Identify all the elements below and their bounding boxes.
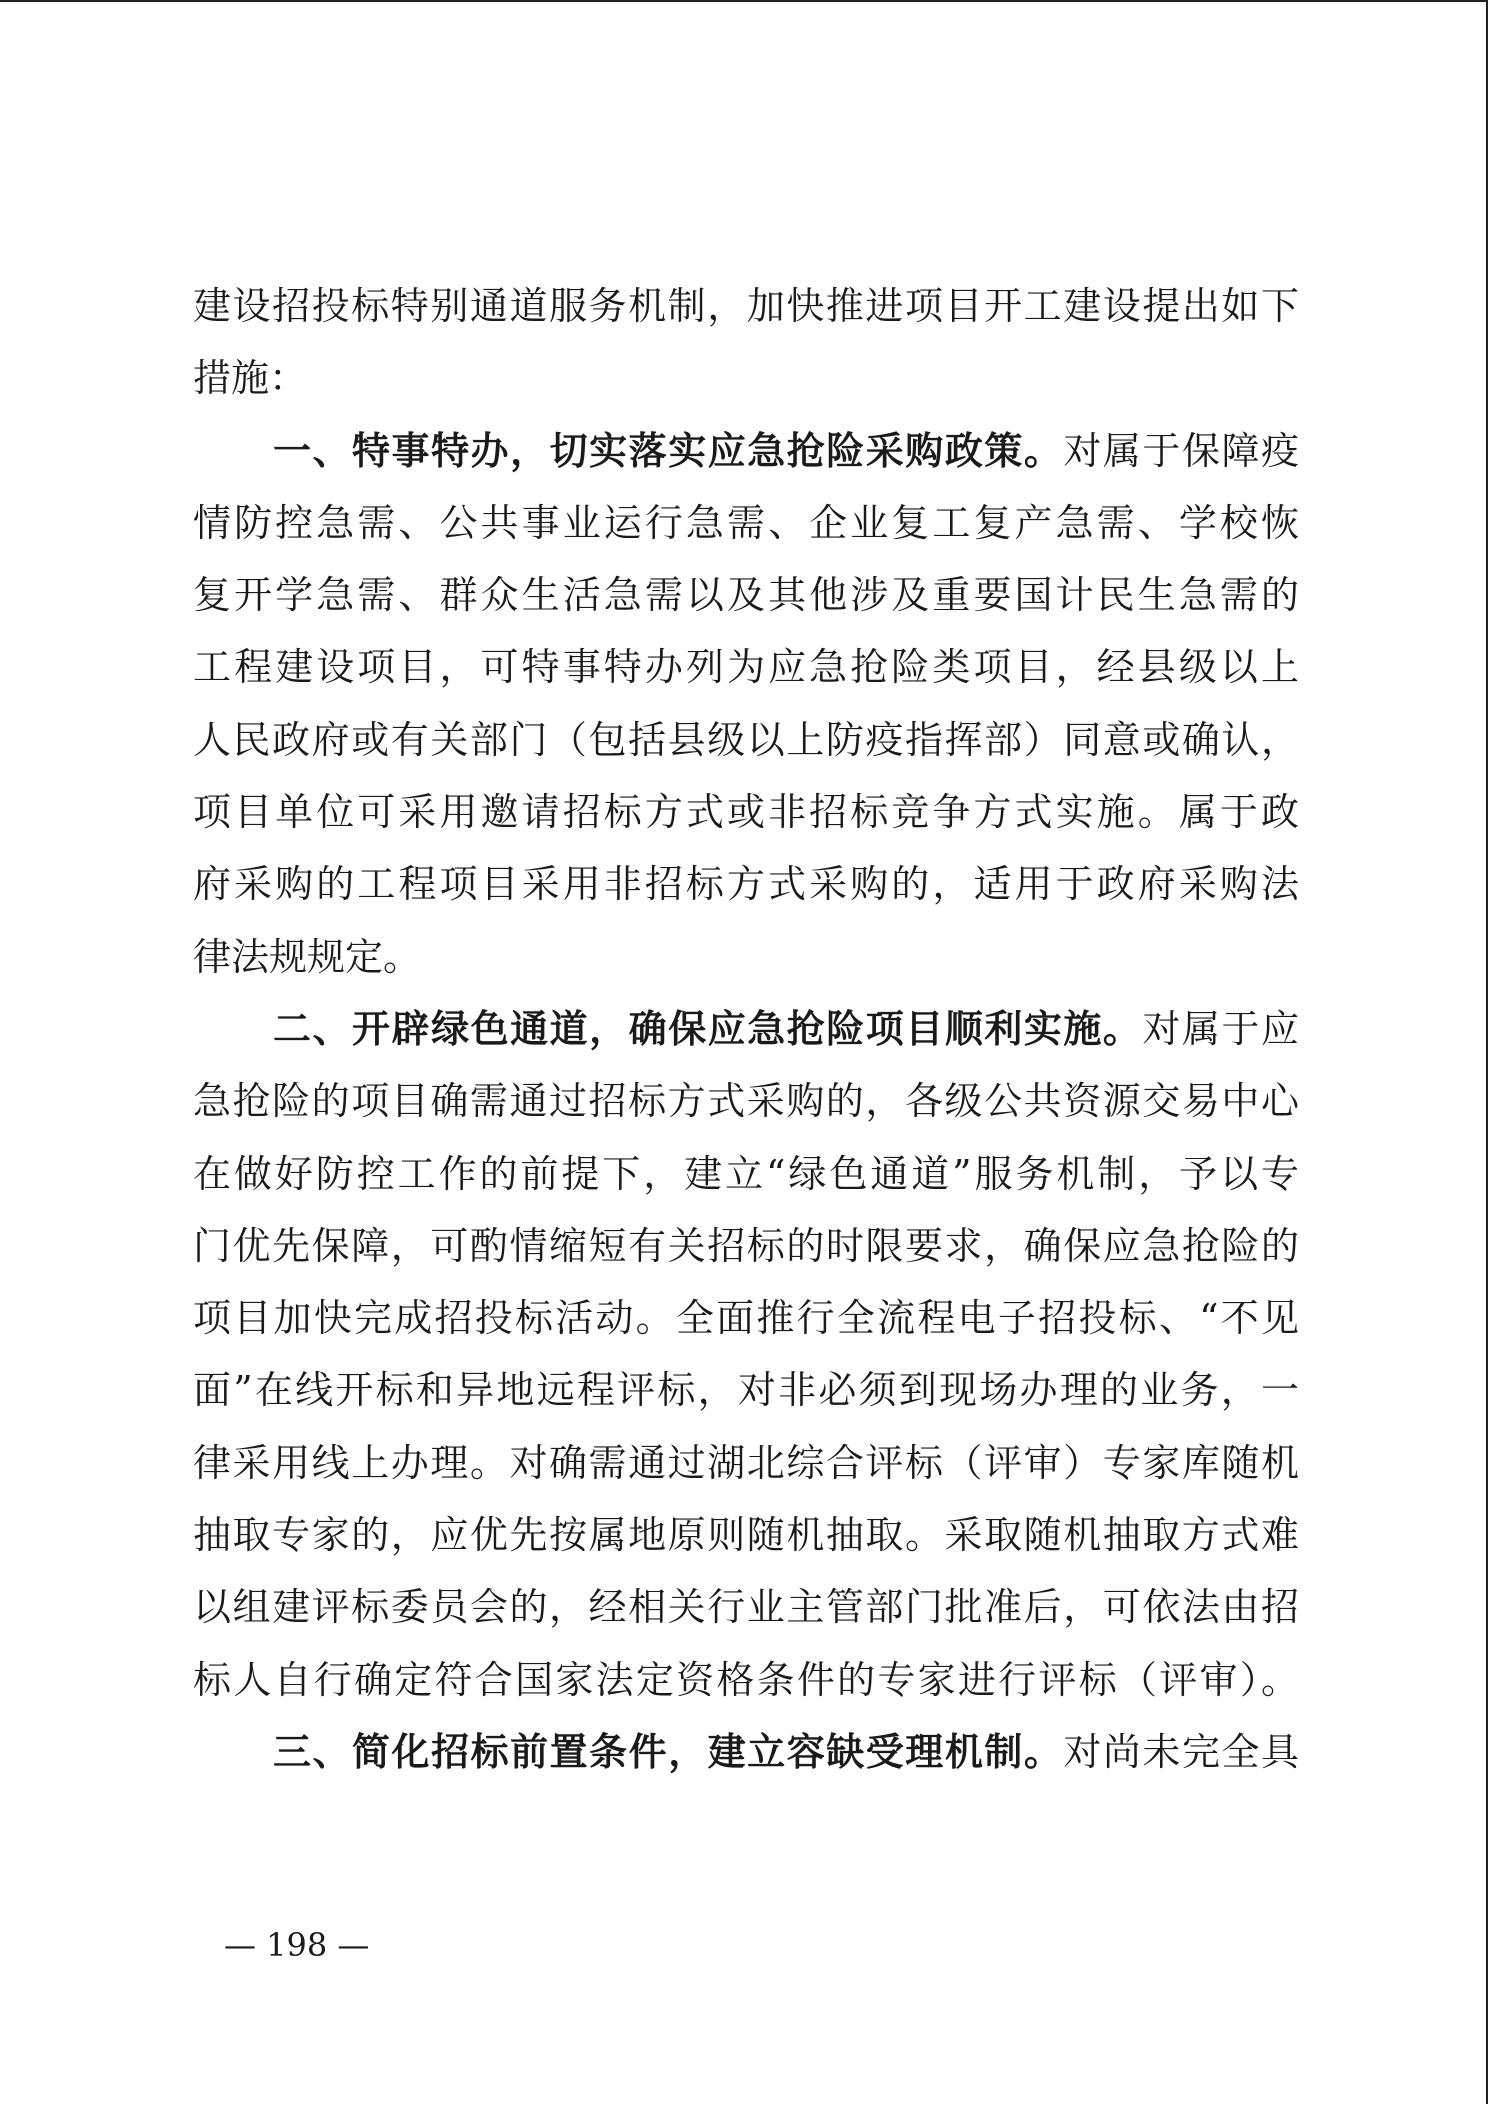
body-line-19 — [193, 1571, 1299, 1643]
line-text: 对尚未完全具 — [1063, 1729, 1299, 1774]
line-text: 以组建评标委员会的，经相关行业主管部门批准后，可依法由招 — [193, 1585, 1299, 1630]
line-text: 在做好防控工作的前提下，建立“绿色通道”服务机制，予以专 — [193, 1151, 1299, 1196]
line-text: 复开学急需、群众生活急需以及其他涉及重要国计民生急需的 — [193, 573, 1299, 618]
line-text: 对属于应 — [1142, 1006, 1299, 1051]
body-line-2 — [193, 342, 1299, 414]
line-text: 律采用线上办理。对确需通过湖北综合评标（评审）专家库随机 — [193, 1440, 1299, 1485]
section-heading-line-2 — [193, 993, 1299, 1065]
line-text: 措施： — [193, 356, 308, 401]
line-text: 面”在线开标和异地远程评标，对非必须到现场办理的业务，一 — [193, 1368, 1299, 1413]
body-line-5 — [193, 559, 1299, 631]
line-text: 抽取专家的，应优先按属地原则随机抽取。采取随机抽取方式难 — [193, 1513, 1299, 1558]
line-text: 律法规规定。 — [193, 934, 422, 979]
body-line-13 — [193, 1138, 1299, 1210]
page-number: — 198 — — [224, 1926, 370, 1964]
document-body — [193, 270, 1299, 1788]
line-text: 府采购的工程项目采用非招标方式采购的，适用于政府采购法 — [193, 862, 1299, 907]
body-line-8 — [193, 776, 1299, 848]
body-line-12 — [193, 1065, 1299, 1137]
line-text: 门优先保障，可酌情缩短有关招标的时限要求，确保应急抢险的 — [193, 1223, 1299, 1268]
line-text: 急抢险的项目确需通过招标方式采购的，各级公共资源交易中心 — [193, 1079, 1299, 1124]
section-heading-1: 一、特事特办，切实落实应急抢险采购政策。 — [273, 427, 1064, 473]
line-text: 项目加快完成招投标活动。全面推行全流程电子招投标、“不见 — [193, 1296, 1299, 1341]
body-line-14 — [193, 1210, 1299, 1282]
line-text: 情防控急需、公共事业运行急需、企业复工复产急需、学校恢 — [193, 500, 1299, 545]
section-heading-3: 三、简化招标前置条件，建立容缺受理机制。 — [273, 1728, 1064, 1774]
page-top-border — [0, 0, 1488, 2]
body-line-4 — [193, 487, 1299, 559]
body-line-18 — [193, 1499, 1299, 1571]
line-text: 建设招投标特别通道服务机制，加快推进项目开工建设提出如下 — [193, 284, 1299, 328]
section-heading-line-3 — [193, 1716, 1299, 1788]
line-text: 工程建设项目，可特事特办列为应急抢险类项目，经县级以上 — [193, 645, 1299, 690]
line-text: 项目单位可采用邀请招标方式或非招标竞争方式实施。属于政 — [193, 790, 1299, 835]
section-heading-2: 二、开辟绿色通道，确保应急抢险项目顺利实施。 — [273, 1005, 1143, 1051]
body-line-15 — [193, 1282, 1299, 1354]
body-line-17 — [193, 1427, 1299, 1499]
body-line-7 — [193, 704, 1299, 776]
line-text: 人民政府或有关部门（包括县级以上防疫指挥部）同意或确认， — [193, 717, 1299, 762]
body-line-20 — [193, 1644, 1299, 1716]
line-text: 标人自行确定符合国家法定资格条件的专家进行评标（评审）。 — [193, 1657, 1299, 1702]
body-line-6 — [193, 631, 1299, 703]
body-line-1 — [193, 270, 1299, 342]
section-heading-line-1 — [193, 415, 1299, 487]
body-line-9 — [193, 848, 1299, 920]
body-line-16 — [193, 1354, 1299, 1426]
line-text: 对属于保障疫 — [1063, 428, 1299, 473]
body-line-10 — [193, 921, 1299, 993]
